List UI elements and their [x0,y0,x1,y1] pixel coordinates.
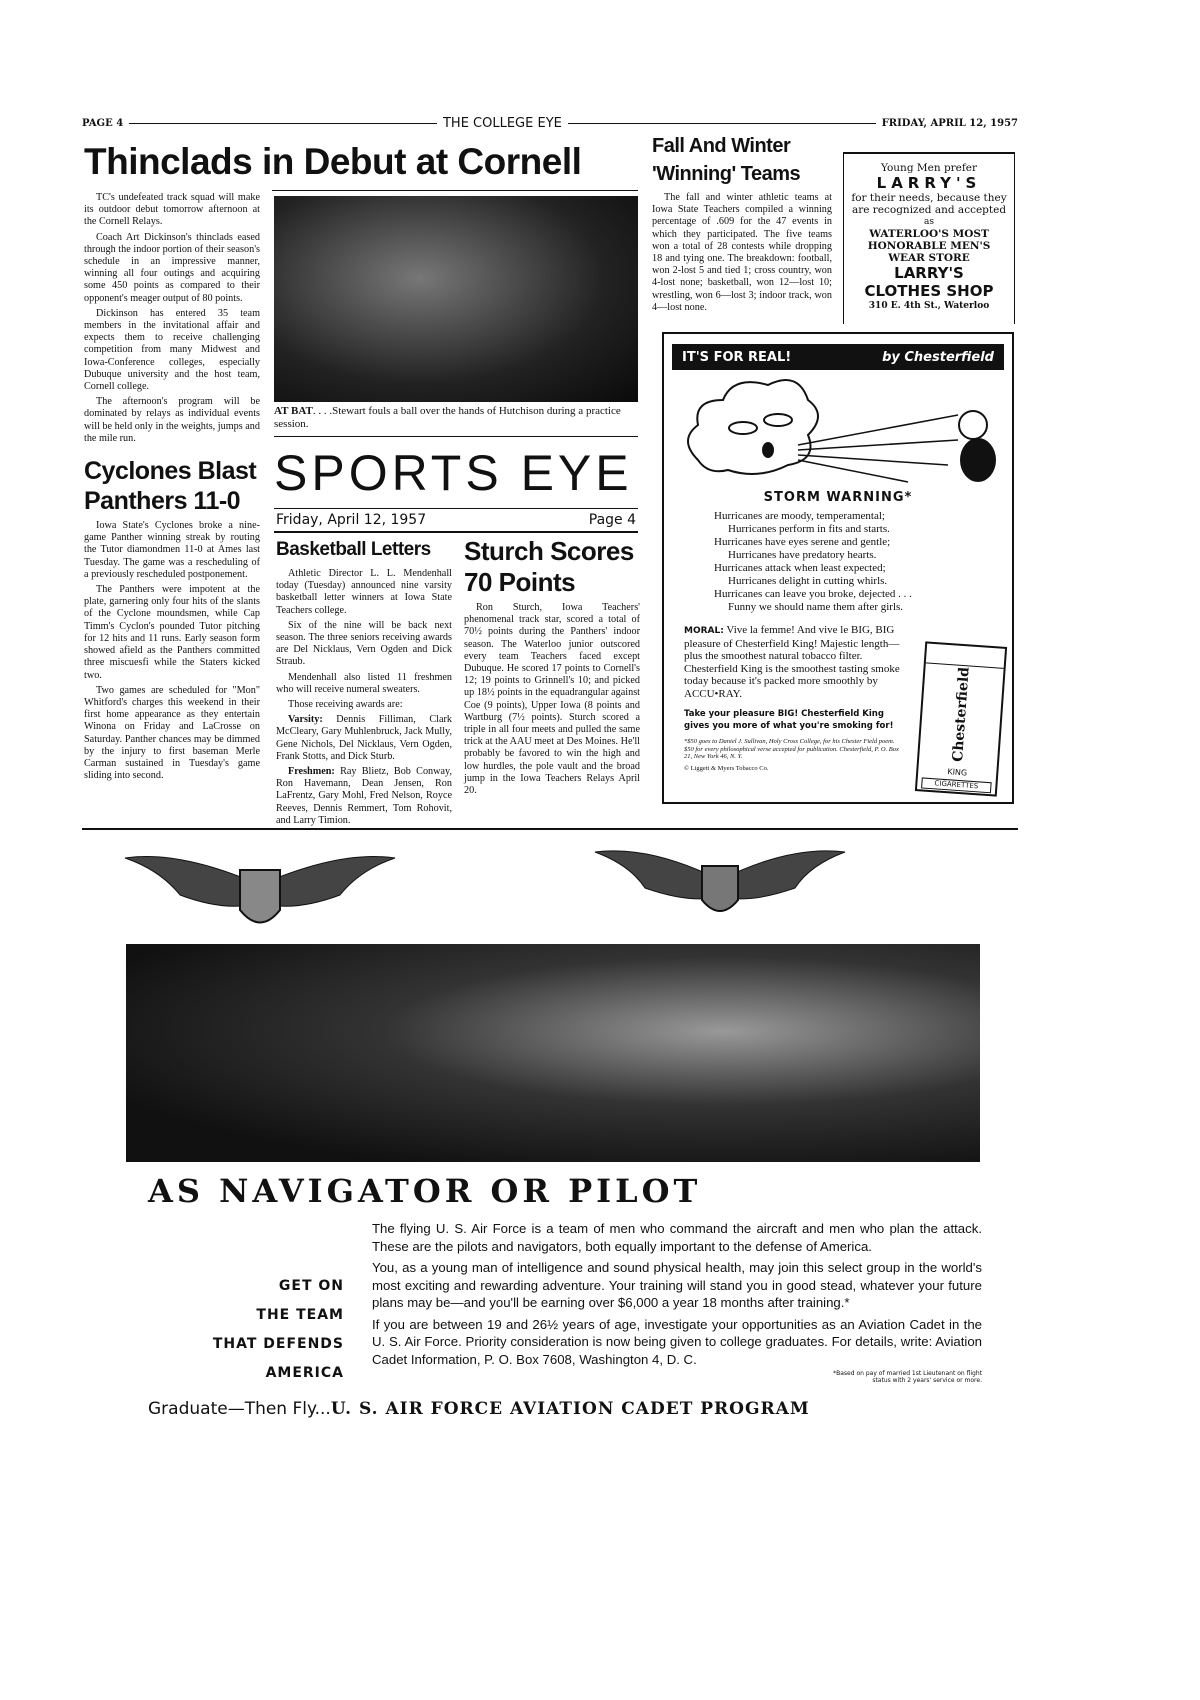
side-line: GET ON [278,1278,344,1294]
sports-eye-title: SPORTS EYE [274,445,633,501]
ad-line: as [924,217,934,227]
right-column [652,132,1018,804]
cigarette-pack [915,641,1007,796]
basketball-article [276,568,452,830]
pilot-wings-icon [590,840,850,930]
sports-page: Page 4 [588,512,636,528]
thinclads-article [84,192,260,448]
side-line: THE TEAM [256,1307,344,1323]
ad-brand: LARRY'S [894,264,964,282]
ad-banner [672,344,1004,370]
cloud-illustration [668,370,1008,490]
basketball-column [276,538,452,830]
paragraph: Six of the nine will be back next season. The three seniors receiving awards are Del Nicklaus, Vern Ogden and Dick Straub. [276,619,452,668]
sports-date: Friday, April 12, 1957 [276,512,427,528]
banner-text: IT'S FOR REAL! [682,349,792,365]
masthead [82,115,1018,131]
ad-address: 310 E. 4th St., Waterloo [868,301,990,311]
pack-cigarettes: CIGARETTES [921,777,992,793]
poem-line: Hurricanes attack when least expected; [714,562,886,574]
paragraph: TC's undefeated track squad will make its outdoor debut tomorrow afternoon at the Cornell Relays. [84,192,260,228]
poem-line: Hurricanes have predatory hearts. [728,549,877,561]
banner-by: by Chesterfield [882,349,994,365]
paragraph: Ron Sturch, Iowa Teachers' phenomenal track star, scored a total of 70½ points during the Panthers' indoor season. The Waterloo junior outscored every team Teachers faced except Dubuque. He scored 17 points to Cornell's 12; 19 points to Grinnell's 10; and picked up 18½ points in the equadrangular against Coe (9 points), Upper Iowa (8 points and Wartburg (7½ points). Sturch scored a triple in all four meets and pulled the same trick at the AAU meet at Des Moines. He'll probably be favored to win the high and low hurdles, the pole vault and the broad jump in the Iowa Teachers Relays April 20. [464,602,640,797]
paragraph: Two games are scheduled for "Mon" Whitford's charges this weekend in their first home appearance as they entertain Winona on Friday and LaCrosse on Saturday. Panther chances may be dimmed by the injury to first baseman Merle Carman sustained in Tuesday's game sliding into second. [84,684,260,782]
poem-line: Hurricanes can leave you broke, dejected . . . [714,588,912,600]
paragraph: The flying U. S. Air Force is a team of men who command the aircraft and men who plan the attack. These are the pilots and navigators, both equally important to the defense of America. [372,1221,982,1254]
poem [714,510,1012,614]
moral-text: Vive la femme! And vive le BIG, BIG pleasure of Chesterfield King! Majestic length—plus the smoothest natural tobacco filter. Chesterfield King is the smoothest tasting smoke today because it's packed more smoothly by ACCU•RAY. [684,624,900,700]
pack-brand: Chesterfield [950,666,973,763]
left-column [84,192,260,785]
larrys-ad [843,152,1015,324]
airforce-copy [372,1220,982,1368]
side-line: AMERICA [265,1365,344,1381]
paragraph: If you are between 19 and 26½ years of age, investigate your opportunities as an Aviation Cadet in the U. S. Air Force. Priority consideration is now being given to college graduates. For details, write: Aviation Cadet Information, P. O. Box 7608, Washington 4, D. C. [372,1316,982,1367]
ad-line: for their needs, because they are recognized and accepted [851,192,1007,216]
sturch-article [464,602,640,800]
paragraph: Coach Art Dickinson's thinclads eased through the indoor portion of their season's schedule in an impressive manner, winning all four outings and acquiring some 450 points as compared to their opponent's meager output of 80 points. [84,231,260,304]
paragraph: The fall and winter athletic teams at Iowa State Teachers compiled a winning percentage of .609 for the 47 events in which they participated. The five teams won a total of 28 contests while dropping 18 and tying one. The breakdown: football, won 2-lost 5 and tied 1; cross country, won 4-lost none; basketball, won 12—lost 10; wrestling, won 6—lost 3; indoor track, won 4—lost none. [652,192,832,313]
varsity-list: Dennis Filliman, Clark McCleary, Gary Muhlenbruck, Jack Mully, Gene Nichols, Del Nicklaus, Vern Ogden, Frank Stotts, and Dick Sturb. [276,714,453,762]
varsity-label: Varsity: [288,714,323,726]
sturch-headline: Sturch Scores 70 Points [464,536,634,597]
paragraph: Mendenhall also listed 11 freshmen who will receive numeral sweaters. [276,671,452,695]
poem-line: Funny we should name them after girls. [728,601,904,613]
navigator-wings-icon [120,840,400,940]
paragraph: Athletic Director L. L. Mendenhall today (Tuesday) announced nine varsity basketball letter winners at Iowa State Teachers college. [276,568,452,616]
poem-line: Hurricanes delight in cutting whirls. [728,575,888,587]
poem-line: Hurricanes have eyes serene and gentle; [714,536,891,548]
footer-lead: Graduate—Then Fly... [148,1399,331,1419]
fine-line: *$50 goes to Daniel J. Sullivan, Holy Cross College, for his Chester Field poem. [684,738,895,745]
cyclones-article [84,520,260,785]
paragraph: The afternoon's program will be dominated by relays as individual events will be held only in the weights, jumps and the mile run. [84,396,260,444]
footer-program: U. S. AIR FORCE AVIATION CADET PROGRAM [330,1399,810,1419]
paper-title: THE COLLEGE EYE [442,115,562,131]
airforce-block [148,1170,984,1420]
poem-line: Hurricanes perform in fits and starts. [728,523,890,535]
page-number: PAGE 4 [82,117,124,129]
fine-line: $50 for every philosophical verse accepted for publication. Chesterfield, P. O. Box 21, New York 46, N. Y. [684,745,899,760]
issue-date: FRIDAY, APRIL 12, 1957 [881,117,1019,129]
paragraph: Iowa State's Cyclones broke a nine-game Panther winning streak by routing the Tutor diamondmen 11-0 at Ames last Tuesday. The game was a rescheduling of a previously rescheduled postponement. [84,520,260,580]
freshmen-list: Ray Blietz, Bob Conway, Ron Havemann, Dean Jensen, Ron LaFrentz, Gary Mohl, Fred Nelson, Royce Reeves, Dennis Remmert, Tom Rohovit, and Larry Timion. [276,766,453,826]
paragraph: Those receiving awards are: [288,699,403,711]
cyclones-headline: Cyclones Blast Panthers 11-0 [84,457,257,516]
poem-line: Hurricanes are moody, temperamental; [714,510,885,522]
airforce-footer [148,1398,984,1420]
ad-line: WATERLOO'S MOST HONORABLE MEN'S WEAR STORE [867,228,991,264]
paragraph: The Panthers were impotent at the plate, garnering only four hits of the slants of the Cyclone moundsmen, while Cap Timm's Cyclon's pounded Tutor pitching for 12 hits and 11 runs. Early season form showed afield as the Panthers committed three miscuesfi while the Staters kicked two. [84,584,260,681]
photo-caption [274,405,638,431]
ad-brand: LARRY'S [876,174,982,192]
thinclads-headline: Thinclads in Debut at Cornell [84,141,582,182]
side-line: THAT DEFENDS [212,1336,344,1352]
paragraph: Dickinson has entered 35 team members in the invitational affair and expects them to receive challenging competition from many Midwest and Iowa-Conference colleges, especially Dubuque university and the host team, Cornell college. [84,307,260,393]
fine-print [684,738,904,772]
fall-winter-article [652,192,832,317]
sturch-column [464,536,640,800]
baseball-photo [274,196,638,402]
fall-winter-headline: Fall And Winter 'Winning' Teams [652,135,801,185]
ad-tagline: Take your pleasure BIG! Chesterfield King gives you more of what you're smoking for! [684,709,894,731]
airforce-headline: AS NAVIGATOR OR PILOT [148,1172,702,1210]
fine-line: © Liggett & Myers Tobacco Co. [684,764,769,772]
airforce-side [148,1272,344,1388]
chesterfield-ad [662,332,1014,804]
ad-brand: CLOTHES SHOP [864,282,994,300]
moral-label: MORAL: [684,626,724,636]
freshmen-label: Freshmen: [288,766,335,778]
cockpit-photo [126,944,980,1162]
caption-lead: AT BAT [274,405,313,417]
caption-text: . . . .Stewart fouls a ball over the hands of Hutchison during a practice session. [274,405,621,430]
ad-title: STORM WARNING* [763,490,913,505]
airforce-footnote: *Based on pay of married 1st Lieutenant on flight status with 2 years' service or more. [833,1370,982,1384]
pack-king: KING [947,767,968,778]
basketball-headline: Basketball Letters [276,539,431,560]
ad-line: Young Men prefer [880,162,978,174]
paragraph: You, as a young man of intelligence and sound physical health, may join this select group in the world's most exciting and rewarding adventure. Your training will stand you in good stead, whatever your future plans may be—and you'll be earning over $6,000 a year 18 months after training.* [372,1260,982,1310]
sports-eye-dateline [276,511,636,529]
moral [684,624,904,700]
